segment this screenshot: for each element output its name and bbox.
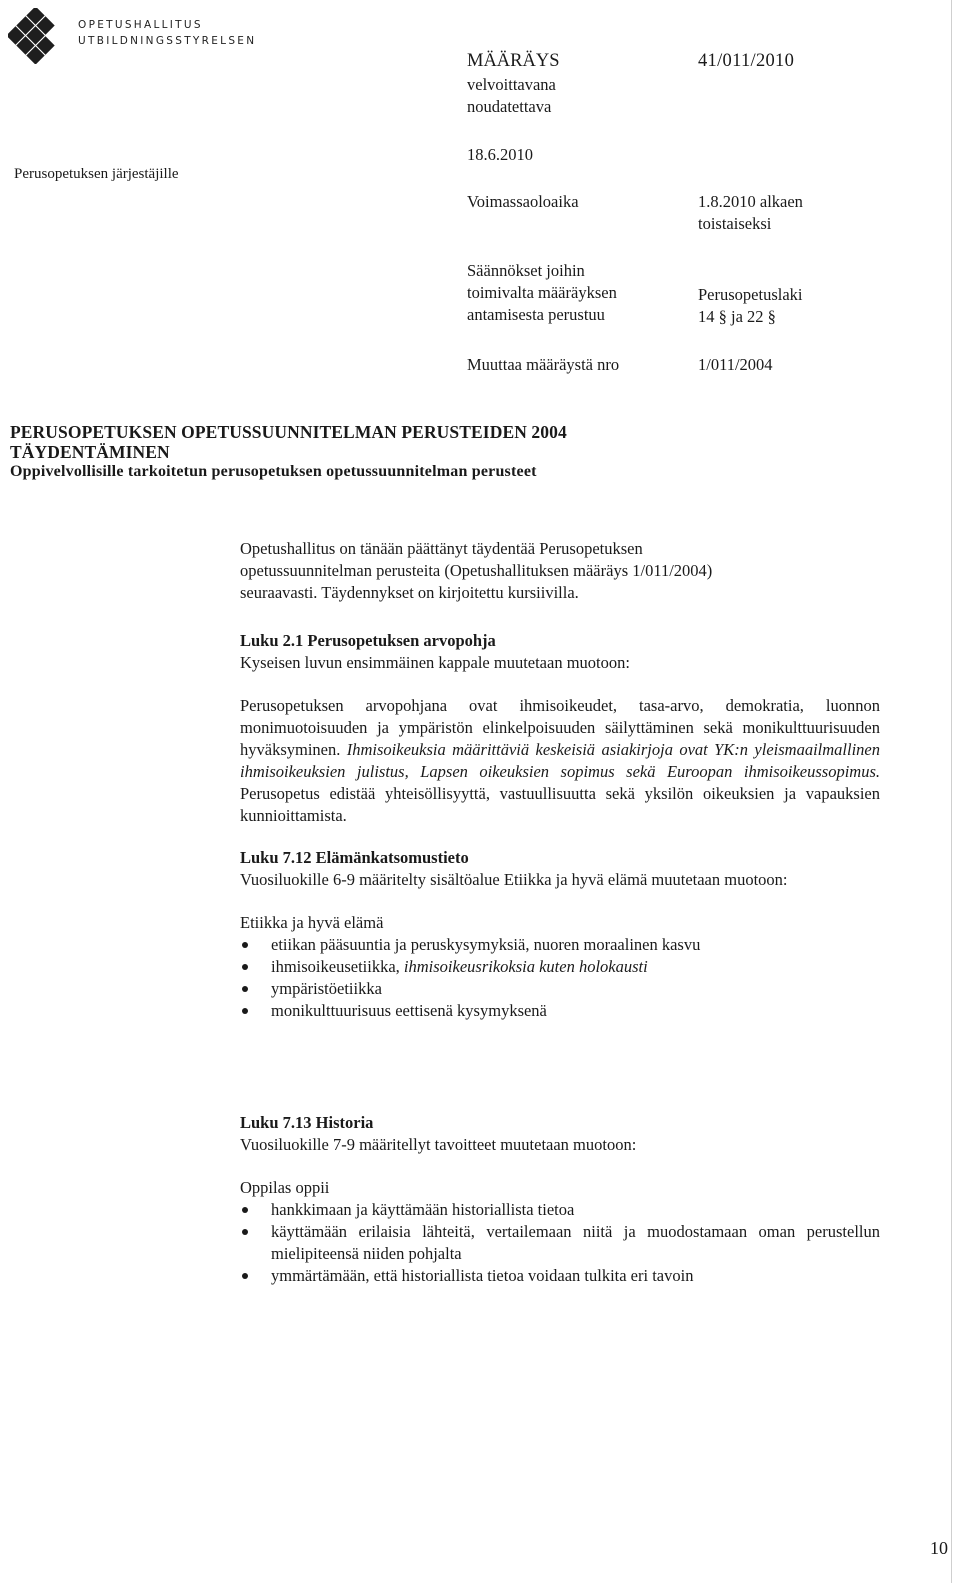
document-date: 18.6.2010 — [467, 145, 533, 164]
section-history — [240, 1112, 880, 1287]
validity-value-line-2: toistaiseksi — [698, 214, 772, 233]
section-paragraph — [240, 695, 880, 827]
section-heading: Luku 2.1 Perusopetuksen arvopohja — [240, 631, 496, 650]
list-item — [240, 1000, 880, 1022]
recipient: Perusopetuksen järjestäjille — [14, 166, 179, 182]
section-subheading: Etiikka ja hyvä elämä — [240, 913, 384, 932]
amends-value: 1/011/2004 — [698, 355, 773, 374]
title-line-1: PERUSOPETUKSEN OPETUSSUUNNITELMAN PERUSTEIDEN 2004 — [10, 422, 567, 442]
list-item-text: käyttämään erilaisia lähteitä, vertailemaan niitä ja muodostamaan oman perustellun mielipiteensä niiden pohjalta — [271, 1222, 880, 1263]
intro-paragraph — [240, 538, 880, 604]
binding-line-1: velvoittavana — [467, 75, 556, 94]
legal-basis-label — [467, 260, 617, 326]
list-item-italic-text: ihmisoikeusrikoksia kuten holokausti — [403, 957, 648, 976]
legal-basis-label-line-3: antamisesta perustuu — [467, 305, 605, 324]
document-type: MÄÄRÄYS — [467, 51, 560, 71]
list-item-text: ymmärtämään, että historiallista tietoa voidaan tulkita eri tavoin — [271, 1266, 694, 1285]
list-item — [240, 978, 880, 1000]
legal-basis-value-line-1: Perusopetuslaki — [698, 285, 803, 304]
section-instruction: Vuosiluokille 6-9 määritelty sisältöalue Etiikka ja hyvä elämä muutetaan muotoon: — [240, 870, 788, 889]
list-item — [240, 1221, 880, 1265]
binding-line-2: noudatettava — [467, 97, 552, 116]
section-instruction: Vuosiluokille 7-9 määritellyt tavoitteet muutetaan muotoon: — [240, 1135, 637, 1154]
list-item — [240, 1265, 880, 1287]
section-heading: Luku 7.12 Elämänkatsomustieto — [240, 848, 469, 867]
list-item-text: monikulttuurisuus eettisenä kysymyksenä — [271, 1001, 547, 1020]
bullet-icon — [242, 942, 248, 948]
list-item-text: hankkimaan ja käyttämään historiallista tietoa — [271, 1200, 575, 1219]
legal-basis-value — [698, 284, 803, 328]
legal-basis-label-line-1: Säännökset joihin — [467, 261, 585, 280]
list-item — [240, 956, 880, 978]
validity-value-line-1: 1.8.2010 alkaen — [698, 192, 803, 211]
bullet-icon — [242, 986, 248, 992]
org-name-finnish: OPETUSHALLITUS — [78, 19, 203, 31]
document-number: 41/011/2010 — [698, 51, 795, 71]
validity-label: Voimassaoloaika — [467, 192, 579, 211]
title-subtitle: Oppivelvollisille tarkoitetun perusopetuksen opetussuunnitelman perusteet — [10, 463, 537, 480]
logo-diamond-icon — [8, 8, 64, 64]
legal-basis-label-line-2: toimivalta määräyksen — [467, 283, 617, 302]
bullet-icon — [242, 1229, 248, 1235]
validity-value — [698, 191, 803, 235]
list-item-text: etiikan pääsuuntia ja peruskysymyksiä, nuoren moraalinen kasvu — [271, 935, 701, 954]
bullet-icon — [242, 964, 248, 970]
paragraph-italic-addition: Ihmisoikeuksia määrittäviä keskeisiä asiakirjoja ovat YK:n yleismaailmallinen ihmisoikeuksien julistus, Lapsen oikeuksien sopimus sekä Euroopan ihmisoikeussopimus. — [240, 740, 880, 781]
legal-basis-value-line-2: 14 § ja 22 § — [698, 307, 776, 326]
bullet-icon — [242, 1207, 248, 1213]
intro-line-1: Opetushallitus on tänään päättänyt täydentää Perusopetuksen — [240, 539, 643, 558]
organization-logo — [8, 8, 258, 68]
page-number: 10 — [930, 1538, 948, 1558]
section-ethics — [240, 847, 880, 1022]
intro-line-2: opetussuunnitelman perusteita (Opetushallituksen määräys 1/011/2004) — [240, 561, 713, 580]
amends-label: Muuttaa määräystä nro — [467, 355, 620, 374]
document-title — [10, 422, 567, 482]
page-edge-divider — [951, 0, 952, 1583]
title-line-2: TÄYDENTÄMINEN — [10, 442, 170, 462]
org-name-swedish: UTBILDNINGSSTYRELSEN — [78, 35, 257, 47]
list-item — [240, 1199, 880, 1221]
section-heading: Luku 7.13 Historia — [240, 1113, 374, 1132]
paragraph-text-end: Perusopetus edistää yhteisöllisyyttä, vastuullisuutta sekä yksilön oikeuksien ja vapauksien kunnioittamista. — [240, 784, 880, 825]
bullet-list — [240, 934, 880, 1022]
bullet-icon — [242, 1008, 248, 1014]
section-values — [240, 630, 880, 827]
binding-status — [467, 74, 556, 118]
list-item — [240, 934, 880, 956]
list-item-text: ympäristöetiikka — [271, 979, 382, 998]
paragraph-text: Perusopetuksen arvopohjana ovat ihmisoikeudet, tasa-arvo, demokratia, luonnon monimuotoisuuden ja ympäristön elinkelpoisuuden säilyttäminen sekä monikulttuurisuuden hyväksyminen. — [240, 696, 880, 759]
section-instruction: Kyseisen luvun ensimmäinen kappale muutetaan muotoon: — [240, 653, 630, 672]
section-subheading: Oppilas oppii — [240, 1178, 330, 1197]
bullet-icon — [242, 1273, 248, 1279]
intro-line-3: seuraavasti. Täydennykset on kirjoitettu kursiivilla. — [240, 583, 579, 602]
list-item-text: ihmisoikeusetiikka, — [271, 957, 404, 976]
bullet-list — [240, 1199, 880, 1287]
